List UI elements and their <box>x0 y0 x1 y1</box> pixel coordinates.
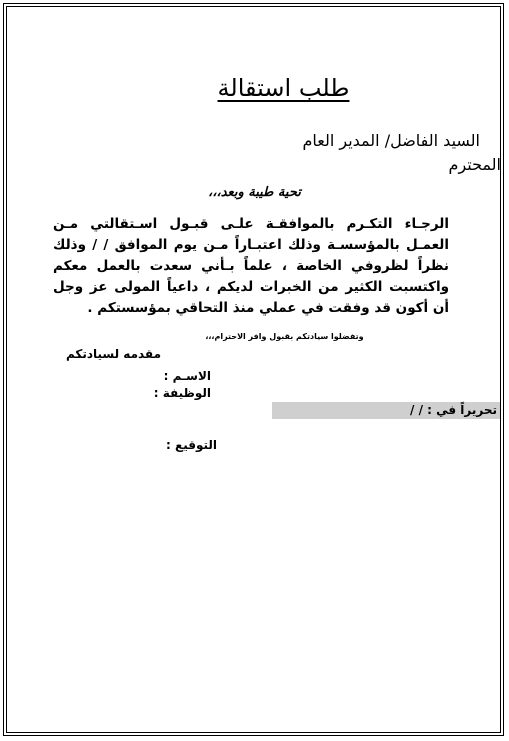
date-field: تحريراً في : / / <box>410 403 497 417</box>
presenter-line: مقدمه لسيادتكم <box>65 347 161 361</box>
addressee-honorific: المحترم <box>448 155 501 174</box>
page-border <box>3 3 504 736</box>
document-title: طلب استقالة <box>217 74 350 102</box>
signature-field: التوقيع : <box>166 438 217 452</box>
name-field: الاسـم : <box>163 369 211 383</box>
addressee-line: السيد الفاضل/ المدير العام <box>302 131 480 150</box>
closing-line: وتفضلوا سيادتكم بقبول وافر الاحترام،،، <box>205 332 364 341</box>
greeting: تحية طيبة وبعد،،، <box>208 185 301 200</box>
job-field: الوظيفة : <box>153 386 211 400</box>
body-paragraph: الرجـاء التكـرم بالموافقـة علـى قبـول اسـتقالتي مـن العمـل بالمؤسسـة وذلك اعتبـاراً مـن يوم الموافق / / وذلك نظراً لظروفي الخاصة ، علماً بـأني سعدت بالعمل معكم واكتسبت الكثير من الخبرات لديكم ، داعياً المولى عز وجل أن أكون قد وفقت في عملي منذ التحاقي بمؤسستكم . <box>53 216 449 316</box>
